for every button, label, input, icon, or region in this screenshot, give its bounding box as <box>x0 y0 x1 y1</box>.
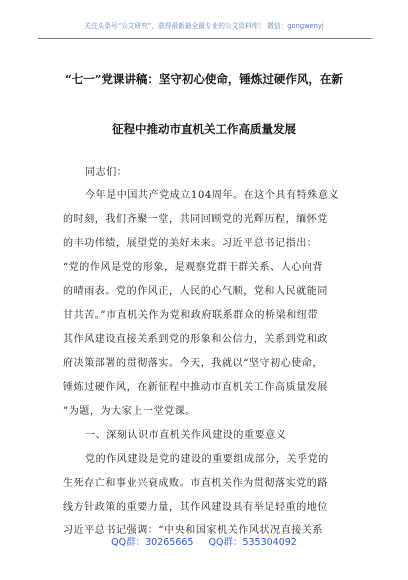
section-heading: 一、深刻认识市直机关作风建设的重要意义 <box>85 430 287 441</box>
header-divider <box>38 38 372 39</box>
paragraph-line: “党的作风是党的形象，是观察党群干群关系、人心向背 <box>63 262 324 273</box>
salutation: 同志们： <box>85 167 128 178</box>
paragraph-line: 的丰功伟绩，展望党的美好未来。习近平总书记指出： <box>63 238 318 249</box>
qq-group-2: QQ群：535304092 <box>208 537 297 548</box>
paragraph-line: 党的作风建设是党的建设的重要组成部分，关乎党的 <box>85 454 329 465</box>
footer-contact <box>40 535 368 551</box>
document-title-line-2: 征程中推动市直机关工作高质量发展 <box>112 122 296 136</box>
qq-group-1: QQ群：30265665 <box>111 537 194 548</box>
paragraph-line: 习近平总书记强调：“中央和国家机关作风状况直接关系 <box>63 525 324 536</box>
document-title-line-1: “七一”党课讲稿：坚守初心使命，锤炼过硬作风，在新 <box>65 72 343 86</box>
paragraph-line: 锤炼过硬作风，在新征程中推动市直机关工作高质量发展 <box>63 382 328 393</box>
paragraph-line: 生死存亡和事业兴衰成败。市直机关作为贯彻落实党的路 <box>63 478 328 489</box>
paragraph-line: 的晴雨表。党的作风正，人民的心气顺，党和人民就能同 <box>63 286 328 297</box>
paragraph-line: 的时刻，我们齐聚一堂，共同回顾党的光辉历程，缅怀党 <box>63 214 328 225</box>
top-banner: 关注头条号“公文研究”，获得最新最全最专业的公文资料库！ 微信：gongwenyj <box>84 22 324 30</box>
paragraph-line: 线方针政策的重要力量，其作风建设具有举足轻重的地位 <box>63 502 328 513</box>
paragraph-line: 其作风建设直接关系到党的形象和公信力，关系到党和政 <box>63 334 328 345</box>
paragraph-line: ”为题，为大家上一堂党课。 <box>63 406 196 417</box>
paragraph-line: 今年是中国共产党成立104周年。在这个具有特殊意义 <box>85 190 340 201</box>
paragraph-line: 府决策部署的贯彻落实。今天，我就以“坚守初心使命， <box>63 358 324 369</box>
paragraph-line: 甘共苦。”市直机关作为党和政府联系群众的桥梁和纽带 <box>63 310 319 321</box>
